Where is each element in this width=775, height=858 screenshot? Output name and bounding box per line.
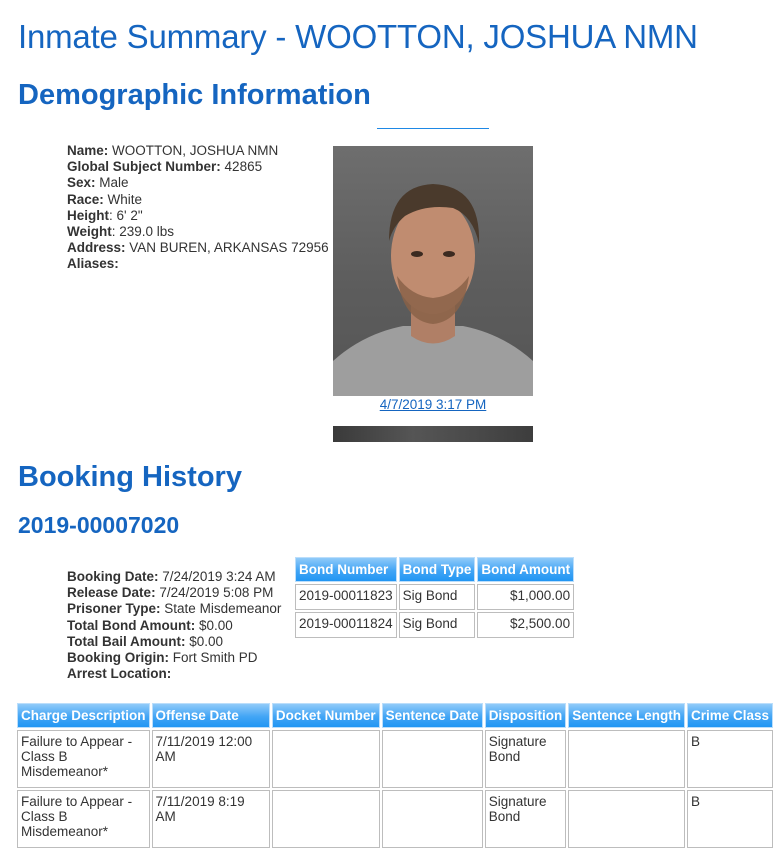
booking-number: 2019-00007020 xyxy=(18,512,180,538)
person-silhouette-icon xyxy=(333,146,533,396)
disposition-cell: Signature Bond xyxy=(485,790,567,848)
bond-header-type[interactable]: Bond Type xyxy=(399,557,476,582)
charge-header-description[interactable]: Charge Description xyxy=(17,703,150,728)
second-photo-thumbnail[interactable] xyxy=(333,426,533,442)
field-name: Name: WOOTTON, JOSHUA NMN xyxy=(67,143,279,158)
bond-header-number[interactable]: Bond Number xyxy=(295,557,397,582)
field-booking-origin: Booking Origin: Fort Smith PD xyxy=(67,650,258,666)
bond-number-cell: 2019-00011823 xyxy=(295,584,397,610)
table-row xyxy=(17,790,773,848)
disposition-cell: Signature Bond xyxy=(485,730,567,788)
field-release-date: Release Date: 7/24/2019 5:08 PM xyxy=(67,585,274,601)
field-aliases: Aliases: xyxy=(67,256,119,272)
bond-type-cell: Sig Bond xyxy=(399,584,476,610)
field-prisoner-type: Prisoner Type: State Misdemeanor xyxy=(67,601,282,617)
charge-table-header-row xyxy=(17,703,773,728)
crime-class-cell: B xyxy=(687,790,773,848)
charge-description-cell: Failure to Appear - Class B Misdemeanor* xyxy=(17,730,150,788)
table-row xyxy=(295,584,574,610)
field-sex: Sex: Male xyxy=(67,175,129,191)
charge-header-sentence-length[interactable]: Sentence Length xyxy=(568,703,685,728)
crime-class-cell: B xyxy=(687,730,773,788)
bond-table xyxy=(293,555,576,640)
docket-number-cell xyxy=(272,730,380,788)
field-weight: Weight: 239.0 lbs xyxy=(67,224,175,240)
mugshot-photo[interactable] xyxy=(333,146,533,396)
demographic-heading: Demographic Information xyxy=(18,79,371,111)
charge-table-container[interactable] xyxy=(15,701,769,858)
field-global-subject-number: Global Subject Number: 42865 xyxy=(67,159,263,175)
sentence-length-cell xyxy=(568,790,685,848)
field-arrest-location: Arrest Location: xyxy=(67,666,172,682)
field-height: Height: 6' 2" xyxy=(67,207,143,223)
charge-header-docket-number[interactable]: Docket Number xyxy=(272,703,380,728)
docket-number-cell xyxy=(272,790,380,848)
offense-date-cell: 7/11/2019 12:00 AM xyxy=(152,730,270,788)
booking-fields xyxy=(67,569,281,682)
charge-header-sentence-date[interactable]: Sentence Date xyxy=(382,703,483,728)
charge-table xyxy=(15,701,775,850)
field-race: Race: White xyxy=(67,191,143,207)
field-address: Address: VAN BUREN, ARKANSAS 72956 xyxy=(67,240,329,256)
table-row xyxy=(17,730,773,788)
bond-amount-cell: $2,500.00 xyxy=(477,612,574,638)
field-booking-date: Booking Date: 7/24/2019 3:24 AM xyxy=(67,569,276,584)
offense-date-cell: 7/11/2019 8:19 AM xyxy=(152,790,270,848)
charge-header-offense-date[interactable]: Offense Date xyxy=(152,703,270,728)
sentence-date-cell xyxy=(382,730,483,788)
bond-amount-cell: $1,000.00 xyxy=(477,584,574,610)
booking-history-heading: Booking History xyxy=(18,461,242,493)
bond-type-cell: Sig Bond xyxy=(399,612,476,638)
page-title: Inmate Summary - WOOTTON, JOSHUA NMN xyxy=(18,18,698,55)
sentence-date-cell xyxy=(382,790,483,848)
field-total-bail-amount: Total Bail Amount: $0.00 xyxy=(67,633,224,649)
demographic-fields xyxy=(67,143,329,273)
charge-header-disposition[interactable]: Disposition xyxy=(485,703,567,728)
charge-header-crime-class[interactable]: Crime Class xyxy=(687,703,773,728)
sentence-length-cell xyxy=(568,730,685,788)
field-total-bond-amount: Total Bond Amount: $0.00 xyxy=(67,617,233,633)
photo-date-link[interactable]: 4/7/2019 3:17 PM xyxy=(379,397,487,412)
bond-table-header-row xyxy=(295,557,574,582)
table-row xyxy=(295,612,574,638)
photo-divider xyxy=(377,128,489,129)
bond-header-amount[interactable]: Bond Amount xyxy=(477,557,574,582)
charge-description-cell: Failure to Appear - Class B Misdemeanor* xyxy=(17,790,150,848)
bond-number-cell: 2019-00011824 xyxy=(295,612,397,638)
